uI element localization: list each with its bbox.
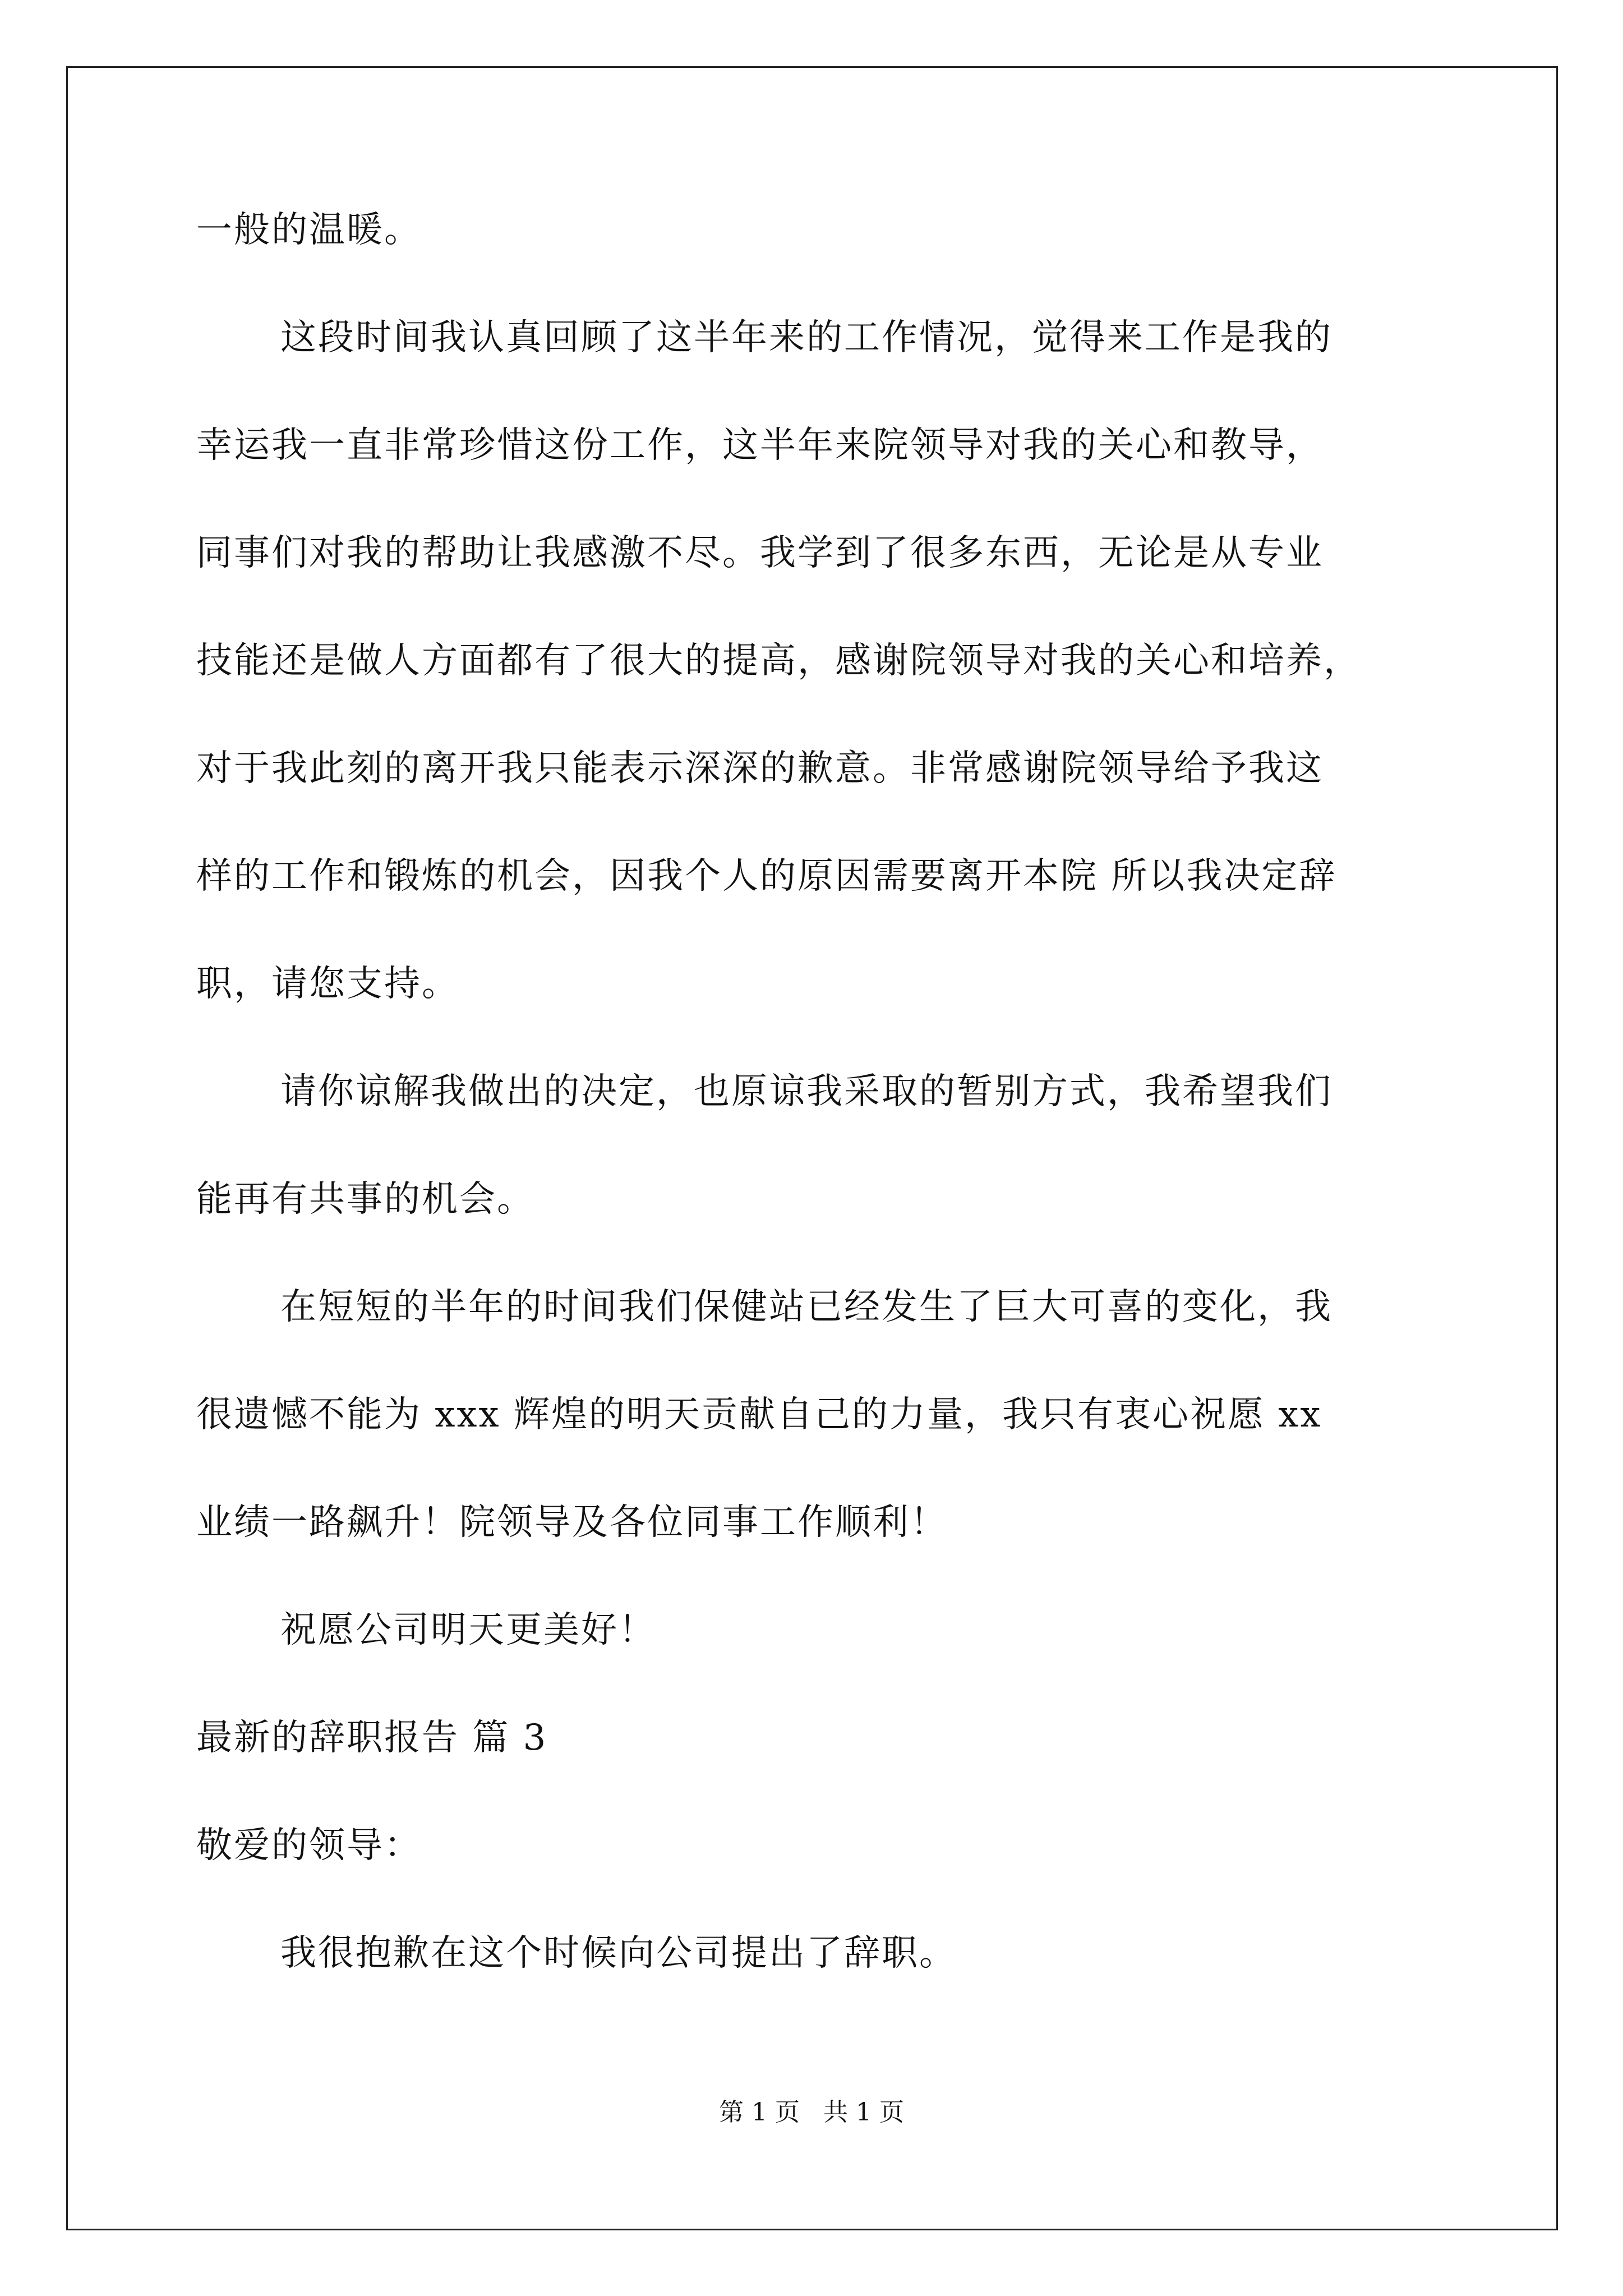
paragraph-line: 职，请您支持。 — [196, 963, 459, 1005]
section-heading: 最新的辞职报告 篇 3 — [196, 1717, 548, 1759]
page-number-footer: 第 1 页 共 1 页 — [719, 2098, 904, 2127]
paragraph-line: 对于我此刻的离开我只能表示深深的歉意。非常感谢院领导给予我这 — [196, 748, 1324, 789]
page-border — [66, 66, 1558, 2230]
paragraph-line: 请你谅解我做出的决定，也原谅我采取的暂别方式，我希望我们 — [280, 1071, 1332, 1112]
paragraph-line: 样的工作和锻炼的机会，因我个人的原因需要离开本院 所以我决定辞 — [196, 855, 1337, 897]
paragraph-line: 祝愿公司明天更美好！ — [280, 1609, 656, 1651]
paragraph-line: 这段时间我认真回顾了这半年来的工作情况，觉得来工作是我的 — [280, 317, 1332, 358]
paragraph-line: 在短短的半年的时间我们保健站已经发生了巨大可喜的变化，我 — [280, 1286, 1332, 1328]
paragraph-line: 幸运我一直非常珍惜这份工作，这半年来院领导对我的关心和教导， — [196, 425, 1324, 466]
paragraph-line: 一般的温暖。 — [196, 209, 422, 251]
paragraph-line: 技能还是做人方面都有了很大的提高，感谢院领导对我的关心和培养， — [196, 640, 1361, 682]
paragraph-line: 业绩一路飙升！院领导及各位同事工作顺利！ — [196, 1502, 948, 1543]
paragraph-line: 我很抱歉在这个时候向公司提出了辞职。 — [280, 1932, 957, 1974]
paragraph-line: 同事们对我的帮助让我感激不尽。我学到了很多东西，无论是从专业 — [196, 532, 1324, 574]
paragraph-line: 能再有共事的机会。 — [196, 1179, 534, 1220]
paragraph-line: 很遗憾不能为 xxx 辉煌的明天贡献自己的力量，我只有衷心祝愿 xx — [196, 1394, 1322, 1435]
salutation: 敬爱的领导： — [196, 1825, 422, 1866]
